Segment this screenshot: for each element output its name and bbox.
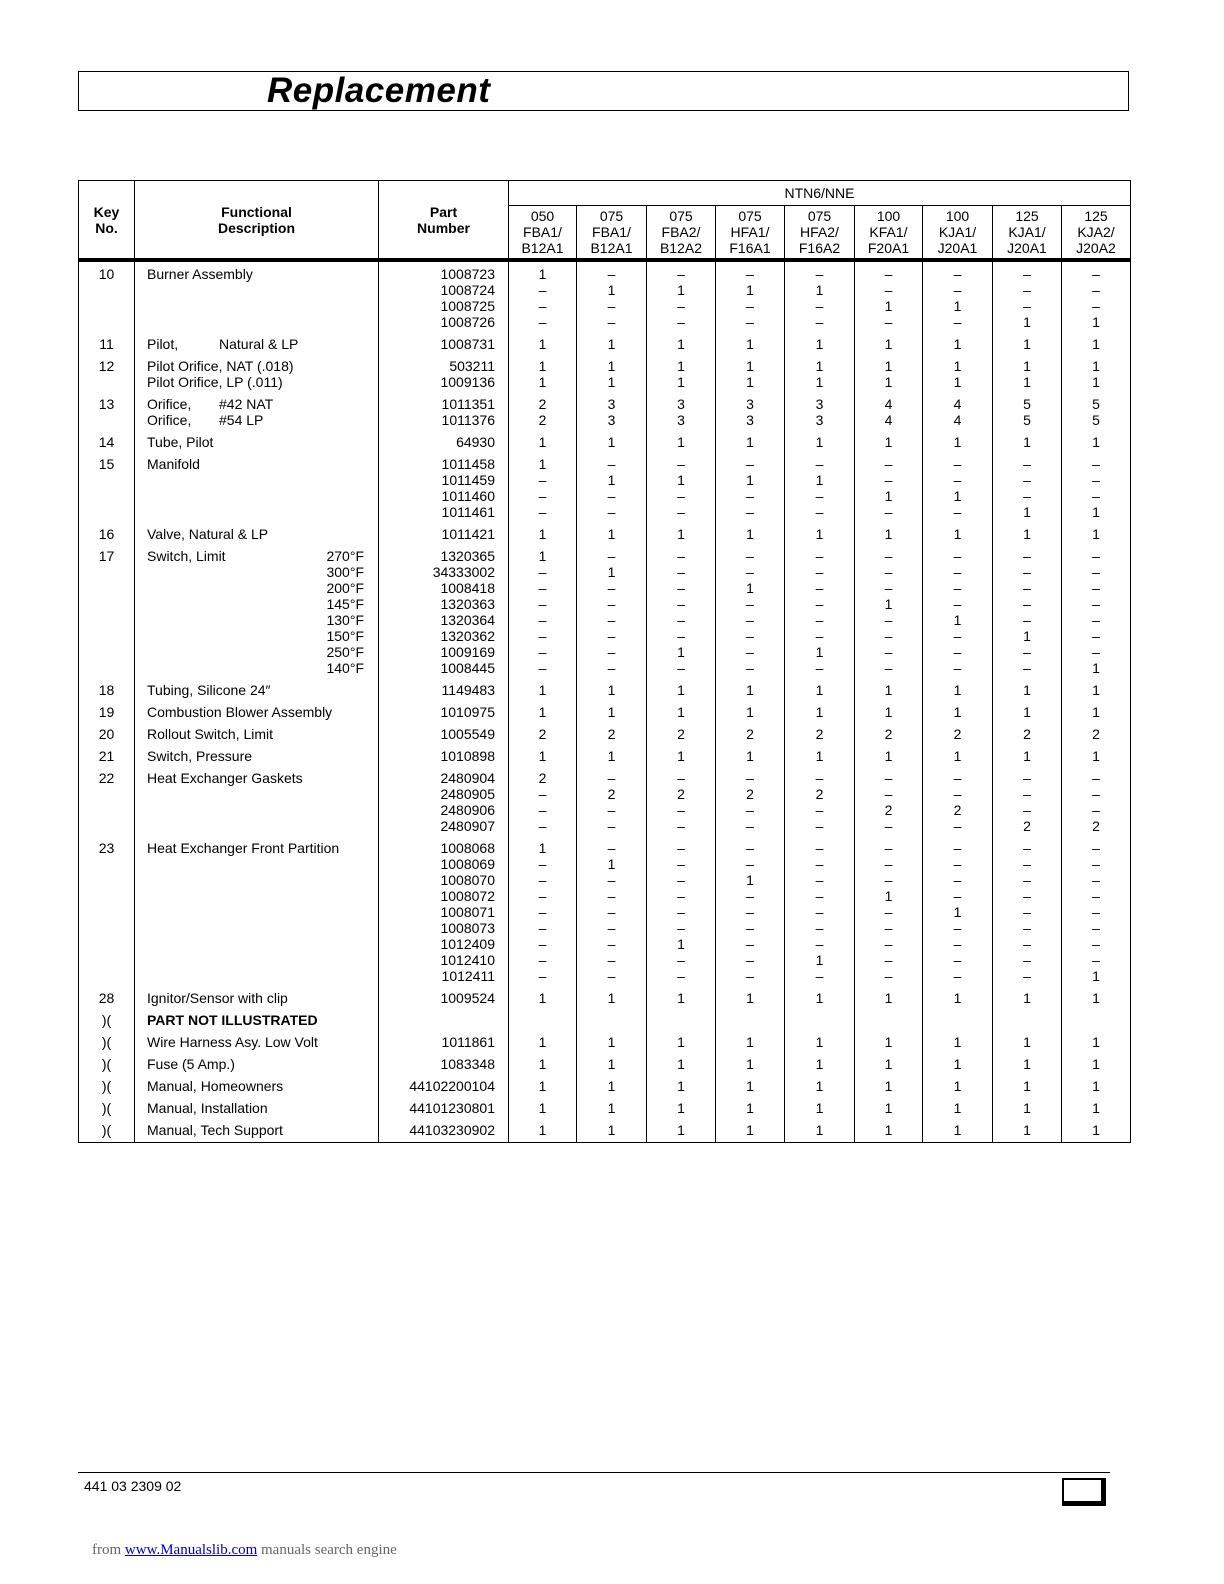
quantity-cell: 2 (1062, 722, 1131, 744)
part-number: 1149483 (379, 678, 509, 700)
quantity-cell: 1 (577, 1052, 647, 1074)
quantity-cell (647, 1008, 716, 1030)
key-number: 23 (79, 836, 135, 986)
table-row (79, 986, 1131, 1008)
part-number: 1011421 (379, 522, 509, 544)
quantity-cell: 1 (993, 332, 1062, 354)
quantity-cell: 3 3 (785, 392, 855, 430)
quantity-cell: – – – – – – 1 – – (647, 836, 716, 986)
quantity-cell: – – – – 1 – – – (923, 544, 993, 678)
functional-description: Ignitor/Sensor with clip (135, 986, 379, 1008)
quantity-cell: – – – – – 1 – – (993, 544, 1062, 678)
quantity-cell: – 1 – – – – – – – (577, 836, 647, 986)
quantity-cell: 1 (993, 522, 1062, 544)
quantity-cell: 1 1 (509, 354, 577, 392)
quantity-cell: 1 (923, 1030, 993, 1052)
quantity-cell: 1 (785, 1030, 855, 1052)
part-number: 44102200104 (379, 1074, 509, 1096)
quantity-cell: 1 (716, 1074, 785, 1096)
model-header: 125 KJA1/ J20A1 (993, 206, 1062, 261)
quantity-cell: 1 (647, 332, 716, 354)
quantity-cell: 1 – – – (509, 260, 577, 332)
quantity-cell: 1 (855, 1052, 923, 1074)
key-number: 20 (79, 722, 135, 744)
quantity-cell: 2 (855, 722, 923, 744)
functional-description: Combustion Blower Assembly (135, 700, 379, 722)
quantity-cell: 1 (855, 1118, 923, 1143)
quantity-cell: 2 (577, 722, 647, 744)
quantity-cell: 1 (855, 332, 923, 354)
quantity-cell (993, 1008, 1062, 1030)
quantity-cell: – – – 1 (1062, 452, 1131, 522)
quantity-cell: – 1 – – (785, 260, 855, 332)
key-number: 22 (79, 766, 135, 836)
quantity-cell: 1 (993, 1052, 1062, 1074)
table-row (79, 678, 1131, 700)
key-number: )( (79, 1052, 135, 1074)
quantity-cell: 1 (855, 430, 923, 452)
footer-rule (78, 1472, 1110, 1473)
quantity-cell: 1 (855, 1030, 923, 1052)
quantity-cell: 1 (855, 700, 923, 722)
quantity-cell: 1 (1062, 1030, 1131, 1052)
quantity-cell: 1 (993, 1118, 1062, 1143)
quantity-cell: 1 (509, 1118, 577, 1143)
source-suffix: manuals search engine (261, 1542, 397, 1558)
quantity-cell: 1 (923, 430, 993, 452)
quantity-cell: – – – 1 (993, 452, 1062, 522)
quantity-cell: 2 (716, 722, 785, 744)
quantity-cell: – – – – – – – 1 (1062, 544, 1131, 678)
quantity-cell: 1 (716, 744, 785, 766)
model-header: 075 HFA2/ F16A2 (785, 206, 855, 261)
quantity-cell (716, 1008, 785, 1030)
table-row (79, 722, 1131, 744)
functional-description: Switch, Limit 270°F 300°F 200°F 145°F 130°F 150°F 250°F 140°F (135, 544, 379, 678)
quantity-cell: – – – 1 (1062, 260, 1131, 332)
functional-description: Heat Exchanger Front Partition (135, 836, 379, 986)
quantity-cell: 1 (1062, 332, 1131, 354)
key-header: Key No. (79, 181, 135, 261)
quantity-cell: 1 (993, 678, 1062, 700)
key-number: )( (79, 1118, 135, 1143)
part-number: 1320365 34333002 1008418 1320363 1320364 1320362 1009169 1008445 (379, 544, 509, 678)
table-row (79, 1052, 1131, 1074)
quantity-cell: 1 (647, 1030, 716, 1052)
key-number: )( (79, 1074, 135, 1096)
quantity-cell: 2 2 (509, 392, 577, 430)
functional-description: Pilot Orifice, NAT (.018) Pilot Orifice, LP (.011) (135, 354, 379, 392)
table-row (79, 260, 1131, 332)
quantity-cell: 1 (577, 1096, 647, 1118)
quantity-cell: 1 (1062, 1118, 1131, 1143)
model-group-header: NTN6/NNE (509, 181, 1131, 206)
quantity-cell: 1 (509, 678, 577, 700)
manualslib-link[interactable]: www.Manualslib.com (124, 1542, 258, 1558)
quantity-cell: 1 (1062, 678, 1131, 700)
quantity-cell: 1 1 (1062, 354, 1131, 392)
quantity-cell: 1 (993, 430, 1062, 452)
quantity-cell: 1 (785, 332, 855, 354)
quantity-cell: 1 (1062, 430, 1131, 452)
quantity-cell: – – – – 1 – – – – (923, 836, 993, 986)
quantity-cell: 1 (647, 986, 716, 1008)
key-number: 18 (79, 678, 135, 700)
quantity-cell: – 1 – – (716, 260, 785, 332)
quantity-cell: 1 1 (993, 354, 1062, 392)
model-header: 100 KJA1/ J20A1 (923, 206, 993, 261)
part-number: 2480904 2480905 2480906 2480907 (379, 766, 509, 836)
quantity-cell (509, 1008, 577, 1030)
table-row (79, 744, 1131, 766)
part-number: 1010975 (379, 700, 509, 722)
quantity-cell: 1 (785, 986, 855, 1008)
quantity-cell: 1 (716, 700, 785, 722)
quantity-cell: 1 – – – – – – – (509, 544, 577, 678)
functional-description: Manual, Tech Support (135, 1118, 379, 1143)
quantity-cell: – – – – – – 1 – (785, 544, 855, 678)
table-row (79, 354, 1131, 392)
quantity-cell: 1 (1062, 1074, 1131, 1096)
quantity-cell: 1 (509, 1030, 577, 1052)
functional-description: Burner Assembly (135, 260, 379, 332)
source-prefix: from (92, 1542, 122, 1558)
quantity-cell: 1 (855, 986, 923, 1008)
functional-description: Fuse (5 Amp.) (135, 1052, 379, 1074)
quantity-cell: – 1 – – (577, 452, 647, 522)
quantity-cell: 1 (923, 1074, 993, 1096)
quantity-cell: 1 (923, 986, 993, 1008)
quantity-cell: 1 (716, 332, 785, 354)
key-number: 13 (79, 392, 135, 430)
quantity-cell: – – – – – – – – 1 (1062, 836, 1131, 986)
quantity-cell: – 2 – – (785, 766, 855, 836)
table-row (79, 1096, 1131, 1118)
quantity-cell: 1 (647, 1096, 716, 1118)
key-number: 12 (79, 354, 135, 392)
quantity-cell: – – 1 – (855, 452, 923, 522)
functional-description: Heat Exchanger Gaskets (135, 766, 379, 836)
quantity-cell: 1 1 (785, 354, 855, 392)
quantity-cell: – – 1 – (923, 260, 993, 332)
description-header: Functional Description (135, 181, 379, 261)
quantity-cell: 1 (509, 1052, 577, 1074)
quantity-cell: 1 (785, 700, 855, 722)
table-row (79, 392, 1131, 430)
quantity-cell: 1 (993, 1030, 1062, 1052)
quantity-cell: – 1 – – (577, 260, 647, 332)
quantity-cell: 2 (509, 722, 577, 744)
quantity-cell: 1 1 (923, 354, 993, 392)
quantity-cell: 1 (923, 700, 993, 722)
quantity-cell: 1 (1062, 986, 1131, 1008)
functional-description: Rollout Switch, Limit (135, 722, 379, 744)
quantity-cell: 1 (855, 744, 923, 766)
quantity-cell: – – – 1 – – – – – (855, 836, 923, 986)
quantity-cell: – 1 – – (785, 452, 855, 522)
quantity-cell: 1 (993, 744, 1062, 766)
quantity-cell: 1 (647, 1074, 716, 1096)
functional-description: Wire Harness Asy. Low Volt (135, 1030, 379, 1052)
quantity-cell: 2 (785, 722, 855, 744)
functional-description: Tube, Pilot (135, 430, 379, 452)
quantity-cell: – – 1 – (923, 452, 993, 522)
quantity-cell: 1 (923, 678, 993, 700)
model-header: 075 FBA1/ B12A1 (577, 206, 647, 261)
table-row (79, 836, 1131, 986)
key-number: 14 (79, 430, 135, 452)
quantity-cell: – – 2 – (923, 766, 993, 836)
table-row (79, 700, 1131, 722)
quantity-cell: 1 (993, 986, 1062, 1008)
quantity-cell: 4 4 (855, 392, 923, 430)
quantity-cell: – – 1 – – – – – (716, 544, 785, 678)
quantity-cell: 1 (509, 1096, 577, 1118)
part-number: 1011861 (379, 1030, 509, 1052)
table-row (79, 1008, 1131, 1030)
part-number: 1083348 (379, 1052, 509, 1074)
key-number: 10 (79, 260, 135, 332)
functional-description: Switch, Pressure (135, 744, 379, 766)
quantity-cell: 1 (785, 1118, 855, 1143)
parts-body (79, 260, 1131, 1143)
quantity-cell: 1 (509, 522, 577, 544)
key-number: )( (79, 1030, 135, 1052)
part-number: 1008731 (379, 332, 509, 354)
quantity-cell: 1 (577, 1030, 647, 1052)
parts-table (78, 180, 1131, 1143)
key-number: 21 (79, 744, 135, 766)
table-row (79, 766, 1131, 836)
part-number: 44101230801 (379, 1096, 509, 1118)
quantity-cell: 1 (647, 700, 716, 722)
quantity-cell: 1 (509, 1074, 577, 1096)
table-row (79, 332, 1131, 354)
quantity-cell: 1 1 (716, 354, 785, 392)
quantity-cell: 1 (1062, 522, 1131, 544)
source-footer (92, 1542, 397, 1559)
quantity-cell: 1 (647, 1052, 716, 1074)
quantity-cell: 1 (716, 1030, 785, 1052)
quantity-cell: 1 (1062, 700, 1131, 722)
quantity-cell: 1 – – – – – – – – (509, 836, 577, 986)
part-number: 64930 (379, 430, 509, 452)
table-row (79, 1074, 1131, 1096)
functional-description: Orifice, #42 NAT Orifice, #54 LP (135, 392, 379, 430)
quantity-cell: – – 1 – – – – – – (716, 836, 785, 986)
part-number: 44103230902 (379, 1118, 509, 1143)
table-row (79, 1118, 1131, 1143)
quantity-cell: – 1 – – – – – – (577, 544, 647, 678)
key-number: 11 (79, 332, 135, 354)
quantity-cell: 1 (509, 986, 577, 1008)
quantity-cell: 1 (785, 1074, 855, 1096)
quantity-cell: 1 (577, 1074, 647, 1096)
quantity-cell (855, 1008, 923, 1030)
quantity-cell (1062, 1008, 1131, 1030)
quantity-cell: 5 5 (993, 392, 1062, 430)
part-number: 503211 1009136 (379, 354, 509, 392)
part-number: 1008723 1008724 1008725 1008726 (379, 260, 509, 332)
quantity-cell: 1 (993, 1074, 1062, 1096)
quantity-cell: 1 (716, 522, 785, 544)
quantity-cell: 1 (577, 332, 647, 354)
quantity-cell: 1 (647, 522, 716, 544)
quantity-cell: 3 3 (716, 392, 785, 430)
quantity-cell: 1 (855, 678, 923, 700)
quantity-cell: – – – 1 (993, 260, 1062, 332)
quantity-cell: 1 1 (647, 354, 716, 392)
quantity-cell: 1 – – – (509, 452, 577, 522)
model-header: 100 KFA1/ F20A1 (855, 206, 923, 261)
quantity-cell: 1 (716, 1096, 785, 1118)
quantity-cell: 2 (923, 722, 993, 744)
quantity-cell: 1 (1062, 1096, 1131, 1118)
quantity-cell: 1 (785, 744, 855, 766)
quantity-cell: 1 (993, 700, 1062, 722)
quantity-cell: 1 (923, 1096, 993, 1118)
quantity-cell: 1 (577, 1118, 647, 1143)
quantity-cell: 3 3 (647, 392, 716, 430)
functional-description: Manual, Installation (135, 1096, 379, 1118)
quantity-cell: 1 (716, 678, 785, 700)
quantity-cell: 1 (785, 522, 855, 544)
quantity-cell: 1 (647, 744, 716, 766)
quantity-cell: 1 (716, 1052, 785, 1074)
key-number: 28 (79, 986, 135, 1008)
quantity-cell: 3 3 (577, 392, 647, 430)
functional-description: Manual, Homeowners (135, 1074, 379, 1096)
part-number: 1008068 1008069 1008070 1008072 1008071 1008073 1012409 1012410 1012411 (379, 836, 509, 986)
quantity-cell: 1 (716, 986, 785, 1008)
quantity-cell: 1 (509, 332, 577, 354)
part-number: 1009524 (379, 986, 509, 1008)
table-row (79, 452, 1131, 522)
part-number: 1005549 (379, 722, 509, 744)
quantity-cell: – 1 – – (716, 452, 785, 522)
quantity-cell: 1 (923, 1052, 993, 1074)
model-header: 075 HFA1/ F16A1 (716, 206, 785, 261)
functional-description: Pilot, Natural & LP (135, 332, 379, 354)
quantity-cell: 1 (855, 522, 923, 544)
quantity-cell: 1 1 (577, 354, 647, 392)
functional-description: Valve, Natural & LP (135, 522, 379, 544)
quantity-cell: 1 (923, 1118, 993, 1143)
quantity-cell: 2 (647, 722, 716, 744)
key-number: 17 (79, 544, 135, 678)
quantity-cell: 1 (1062, 1052, 1131, 1074)
quantity-cell: 1 (923, 332, 993, 354)
document-number: 441 03 2309 02 (84, 1478, 182, 1494)
quantity-cell: – 2 – – (647, 766, 716, 836)
quantity-cell: 1 (785, 678, 855, 700)
quantity-cell: 1 (577, 522, 647, 544)
quantity-cell: 1 (785, 1096, 855, 1118)
functional-description: Tubing, Silicone 24″ (135, 678, 379, 700)
part-number: 1011351 1011376 (379, 392, 509, 430)
quantity-cell: – 1 – – (647, 260, 716, 332)
functional-description: Manifold (135, 452, 379, 522)
quantity-cell: 1 (923, 522, 993, 544)
quantity-cell: 1 (577, 430, 647, 452)
quantity-cell: 1 (509, 430, 577, 452)
quantity-cell: 1 (647, 1118, 716, 1143)
model-header: 075 FBA2/ B12A2 (647, 206, 716, 261)
title-box (78, 71, 1129, 111)
quantity-cell: – – – – – – – 1 – (785, 836, 855, 986)
model-header: 125 KJA2/ J20A2 (1062, 206, 1131, 261)
quantity-cell: 1 (509, 700, 577, 722)
page-title: Replacement (267, 71, 491, 110)
model-header: 050 FBA1/ B12A1 (509, 206, 577, 261)
table-row (79, 522, 1131, 544)
quantity-cell: – – – 2 (993, 766, 1062, 836)
quantity-cell: 1 (993, 1096, 1062, 1118)
quantity-cell: – – 2 – (855, 766, 923, 836)
quantity-cell (923, 1008, 993, 1030)
key-number: 16 (79, 522, 135, 544)
quantity-cell: 1 (647, 678, 716, 700)
quantity-cell: 1 (716, 1118, 785, 1143)
quantity-cell: 1 (855, 1074, 923, 1096)
quantity-cell: – – – – – – – – – (993, 836, 1062, 986)
quantity-cell: – – – 2 (1062, 766, 1131, 836)
quantity-cell: 1 (577, 986, 647, 1008)
part-number (379, 1008, 509, 1030)
quantity-cell: – 2 – – (577, 766, 647, 836)
quantity-cell: 2 – – – (509, 766, 577, 836)
quantity-cell (577, 1008, 647, 1030)
quantity-cell: – 1 – – (647, 452, 716, 522)
quantity-cell: 1 (509, 744, 577, 766)
part-number: 1011458 1011459 1011460 1011461 (379, 452, 509, 522)
key-number: )( (79, 1008, 135, 1030)
quantity-cell: 1 (785, 1052, 855, 1074)
quantity-cell: – – – 1 – – – – (855, 544, 923, 678)
quantity-cell: 5 5 (1062, 392, 1131, 430)
quantity-cell: 1 (785, 430, 855, 452)
quantity-cell: 1 (923, 744, 993, 766)
table-row (79, 430, 1131, 452)
functional-description: PART NOT ILLUSTRATED (135, 1008, 379, 1030)
table-row (79, 544, 1131, 678)
key-number: )( (79, 1096, 135, 1118)
quantity-cell: 4 4 (923, 392, 993, 430)
quantity-cell: 1 (716, 430, 785, 452)
page-number-box (1062, 1478, 1106, 1506)
quantity-cell: 1 1 (855, 354, 923, 392)
quantity-cell: – – 1 – (855, 260, 923, 332)
key-number: 15 (79, 452, 135, 522)
key-number: 19 (79, 700, 135, 722)
quantity-cell (785, 1008, 855, 1030)
quantity-cell: 1 (577, 744, 647, 766)
part-number: 1010898 (379, 744, 509, 766)
quantity-cell: – 2 – – (716, 766, 785, 836)
quantity-cell: 1 (855, 1096, 923, 1118)
table-row (79, 1030, 1131, 1052)
quantity-cell: 1 (577, 700, 647, 722)
quantity-cell: 1 (647, 430, 716, 452)
part-number-header: Part Number (379, 181, 509, 261)
quantity-cell: 1 (1062, 744, 1131, 766)
quantity-cell: 1 (577, 678, 647, 700)
quantity-cell: 2 (993, 722, 1062, 744)
quantity-cell: – – – – – – 1 – (647, 544, 716, 678)
